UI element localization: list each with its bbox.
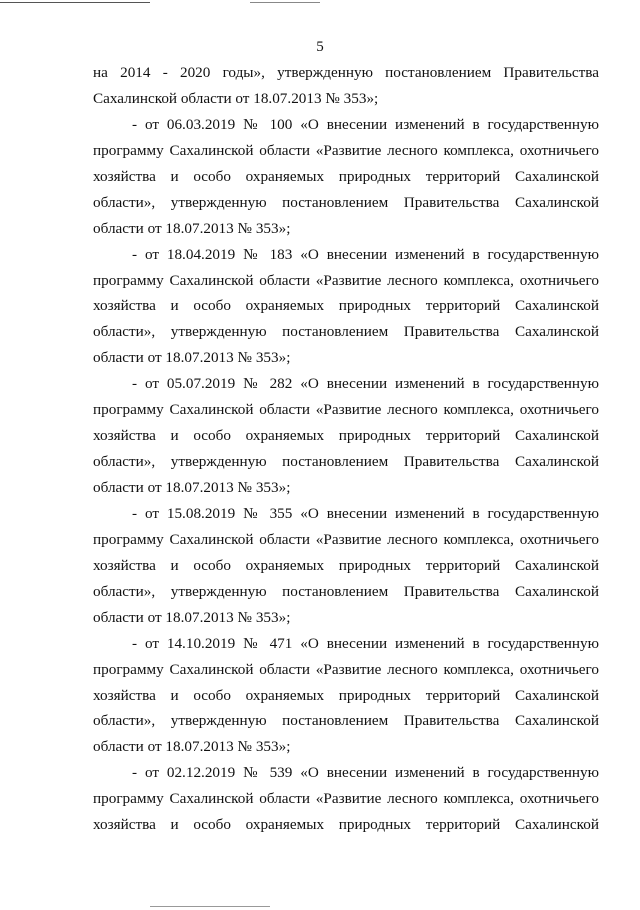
text-line: хозяйства и особо охраняемых природных территорий Сахалинской xyxy=(93,167,599,185)
text-line: хозяйства и особо охраняемых природных территорий Сахалинской xyxy=(93,686,599,704)
text-line: хозяйства и особо охраняемых природных территорий Сахалинской xyxy=(93,816,599,834)
text-line: области от 18.07.2013 № 353»; xyxy=(93,608,291,626)
list-item-first-line: - от 05.07.2019 № 282 «О внесении изменений в государственную xyxy=(132,375,599,393)
text-line: программу Сахалинской области «Развитие лесного комплекса, охотничьего xyxy=(93,660,599,678)
scan-artifact-bottom xyxy=(150,906,270,907)
text-line: области от 18.07.2013 № 353»; xyxy=(93,479,291,496)
scan-artifact-top-right xyxy=(250,2,320,3)
list-item-first-line: - от 06.03.2019 № 100 «О внесении изменений в государственную xyxy=(132,115,599,133)
document-body xyxy=(93,60,599,838)
text-line: хозяйства и особо охраняемых природных территорий Сахалинской xyxy=(93,556,599,574)
text-line: области от 18.07.2013 № 353»; xyxy=(93,738,291,756)
text-line: области», утвержденную постановлением Правительства Сахалинской xyxy=(93,193,599,211)
text-line: области», утвержденную постановлением Правительства Сахалинской xyxy=(93,323,599,341)
list-item-first-line: - от 02.12.2019 № 539 «О внесении изменений в государственную xyxy=(132,764,599,782)
list-item-first-line: - от 18.04.2019 № 183 «О внесении изменений в государственную xyxy=(132,245,599,263)
list-item-first-line: - от 14.10.2019 № 471 «О внесении изменений в государственную xyxy=(132,634,599,652)
text-line: области от 18.07.2013 № 353»; xyxy=(93,349,291,367)
text-line: области», утвержденную постановлением Правительства Сахалинской xyxy=(93,712,599,730)
text-line: программу Сахалинской области «Развитие лесного комплекса, охотничьего xyxy=(93,141,599,159)
text-line: области от 18.07.2013 № 353»; xyxy=(93,219,291,237)
text-line: программу Сахалинской области «Развитие лесного комплекса, охотничьего xyxy=(93,790,599,808)
scan-artifact-top xyxy=(0,2,150,3)
text-line: Сахалинской области от 18.07.2013 № 353»; xyxy=(93,89,379,107)
text-line: хозяйства и особо охраняемых природных территорий Сахалинской xyxy=(93,297,599,315)
text-line: программу Сахалинской области «Развитие лесного комплекса, охотничьего xyxy=(93,401,599,419)
list-item-first-line: - от 15.08.2019 № 355 «О внесении изменений в государственную xyxy=(132,504,599,522)
text-line: программу Сахалинской области «Развитие лесного комплекса, охотничьего xyxy=(93,530,599,548)
page-number: 5 xyxy=(316,39,324,55)
text-line: хозяйства и особо охраняемых природных территорий Сахалинской xyxy=(93,427,599,445)
text-line: на 2014 - 2020 годы», утвержденную постановлением Правительства xyxy=(93,64,599,81)
text-line: области», утвержденную постановлением Правительства Сахалинской xyxy=(93,582,599,600)
text-line: программу Сахалинской области «Развитие лесного комплекса, охотничьего xyxy=(93,271,599,289)
text-line: области», утвержденную постановлением Правительства Сахалинской xyxy=(93,453,599,471)
